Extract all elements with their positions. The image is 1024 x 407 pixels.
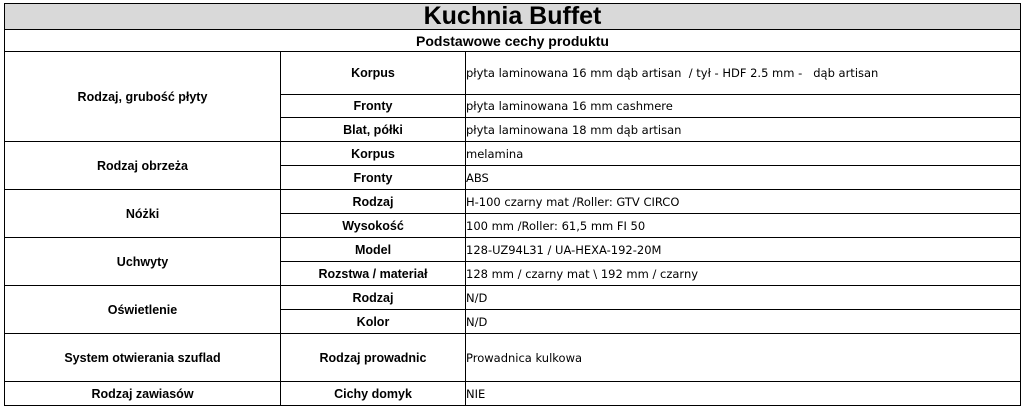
property-value: NIE (466, 382, 1021, 406)
group-label: Oświetlenie (5, 286, 281, 334)
property-label: Rodzaj (281, 286, 466, 310)
group-label: Rodzaj, grubość płyty (5, 52, 281, 142)
property-label: Rodzaj (281, 190, 466, 214)
property-value: 128 mm / czarny mat \ 192 mm / czarny (466, 262, 1021, 286)
sheet-title: Kuchnia Buffet (5, 4, 1021, 30)
group-label: Uchwyty (5, 238, 281, 286)
property-label: Rodzaj prowadnic (281, 334, 466, 382)
property-value: płyta laminowana 18 mm dąb artisan (466, 118, 1021, 142)
property-label: Kolor (281, 310, 466, 334)
group-label: Nóżki (5, 190, 281, 238)
property-value: Prowadnica kulkowa (466, 334, 1021, 382)
property-label: Blat, półki (281, 118, 466, 142)
property-value: płyta laminowana 16 mm dąb artisan / tył - HDF 2.5 mm - dąb artisan (466, 52, 1021, 95)
property-label: Korpus (281, 142, 466, 166)
property-value: płyta laminowana 16 mm cashmere (466, 95, 1021, 118)
table-row (5, 382, 1021, 406)
table-row (5, 286, 1021, 310)
product-spec-table (4, 3, 1021, 406)
table-row (5, 334, 1021, 382)
group-label: Rodzaj zawiasów (5, 382, 281, 406)
section-subtitle: Podstawowe cechy produktu (5, 30, 1021, 52)
property-value: H-100 czarny mat /Roller: GTV CIRCO (466, 190, 1021, 214)
property-label: Fronty (281, 166, 466, 190)
group-label: System otwierania szuflad (5, 334, 281, 382)
property-value: 100 mm /Roller: 61,5 mm FI 50 (466, 214, 1021, 238)
property-label: Model (281, 238, 466, 262)
property-value: ABS (466, 166, 1021, 190)
property-label: Fronty (281, 95, 466, 118)
table-row (5, 190, 1021, 214)
property-value: 128-UZ94L31 / UA-HEXA-192-20M (466, 238, 1021, 262)
property-label: Wysokość (281, 214, 466, 238)
property-value: melamina (466, 142, 1021, 166)
property-label: Cichy domyk (281, 382, 466, 406)
group-label: Rodzaj obrzeża (5, 142, 281, 190)
property-label: Rozstwa / materiał (281, 262, 466, 286)
table-row (5, 238, 1021, 262)
property-value: N/D (466, 310, 1021, 334)
property-value: N/D (466, 286, 1021, 310)
table-row (5, 142, 1021, 166)
table-row (5, 52, 1021, 95)
property-label: Korpus (281, 52, 466, 95)
